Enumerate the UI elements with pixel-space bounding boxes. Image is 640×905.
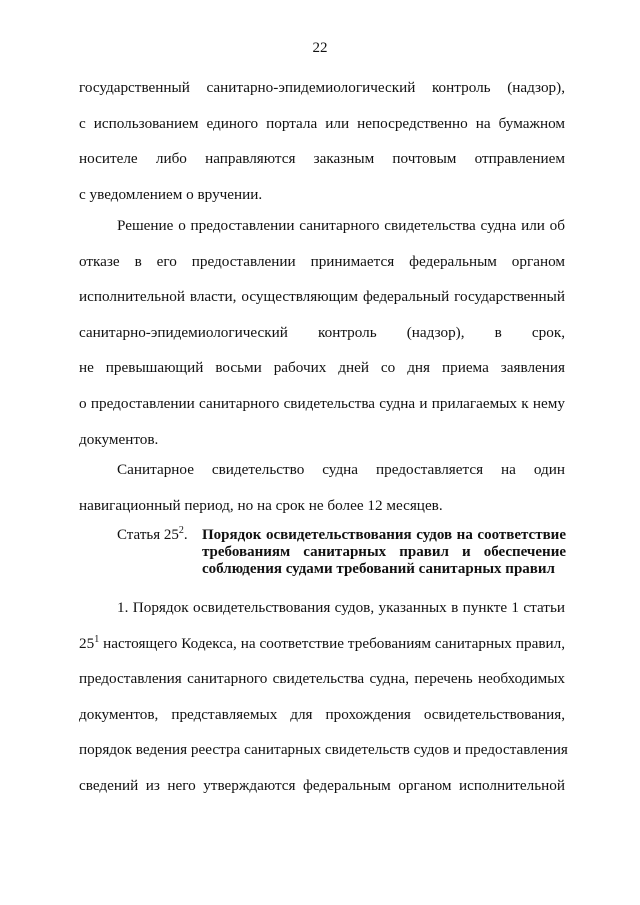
text-line: не превышающий восьми рабочих дней со дня приема заявления (79, 359, 565, 377)
text-line: предоставления санитарного свидетельства судна, перечень необходимых (79, 670, 565, 688)
article-heading (202, 527, 566, 578)
text-line: 1. Порядок освидетельствования судов, указанных в пункте 1 статьи (117, 599, 565, 616)
text-line: навигационный период, но на срок не более 12 месяцев. (79, 496, 443, 514)
text-line: Санитарное свидетельство судна предоставляется на один (117, 461, 565, 478)
heading-line: требованиям санитарных правил и обеспечение (202, 544, 566, 560)
text-line: документов. (79, 430, 159, 448)
text-line: сведений из него утверждаются федеральным органом исполнительной (79, 776, 565, 794)
text-line: документов, представляемых для прохождения освидетельствования, (79, 705, 565, 723)
article-label-suffix: . (183, 527, 188, 543)
article-label (117, 527, 188, 544)
article-label-prefix: Статья 25 (117, 527, 179, 543)
text-segment: настоящего Кодекса, на соответствие требованиям санитарных правил, (99, 634, 565, 652)
paragraph-validity (79, 452, 565, 523)
article-label-superscript: 2 (178, 525, 184, 536)
paragraph-decision (79, 208, 565, 457)
text-line: Решение о предоставлении санитарного свидетельства судна или об (117, 217, 565, 234)
text-line: носителе либо направляются заказным почтовым отправлением (79, 150, 565, 168)
article-reference-superscript: 1 (94, 633, 100, 645)
text-line: санитарно-эпидемиологический контроль (надзор), в срок, (79, 323, 565, 341)
text-line: исполнительной власти, осуществляющим федеральный государственный (79, 288, 565, 306)
text-line: с уведомлением о вручении. (79, 185, 263, 203)
article-reference: 25 (79, 634, 95, 652)
text-line: государственный санитарно-эпидемиологический контроль (надзор), (79, 79, 565, 96)
paragraph-procedure (79, 590, 568, 804)
heading-line: Порядок освидетельствования судов на соответствие (202, 527, 566, 543)
text-line: с использованием единого портала или непосредственно на бумажном (79, 114, 565, 132)
heading-line: соблюдения судами требований санитарных правил (202, 561, 555, 577)
paragraph-continuation (79, 70, 565, 212)
text-line (79, 626, 565, 662)
text-line: о предоставлении санитарного свидетельства судна и прилагаемых к нему (79, 394, 565, 412)
text-line: порядок ведения реестра санитарных свидетельств судов и предоставления (79, 741, 568, 759)
page-number: 22 (312, 40, 328, 56)
text-line: отказе в его предоставлении принимается федеральным органом (79, 252, 565, 270)
